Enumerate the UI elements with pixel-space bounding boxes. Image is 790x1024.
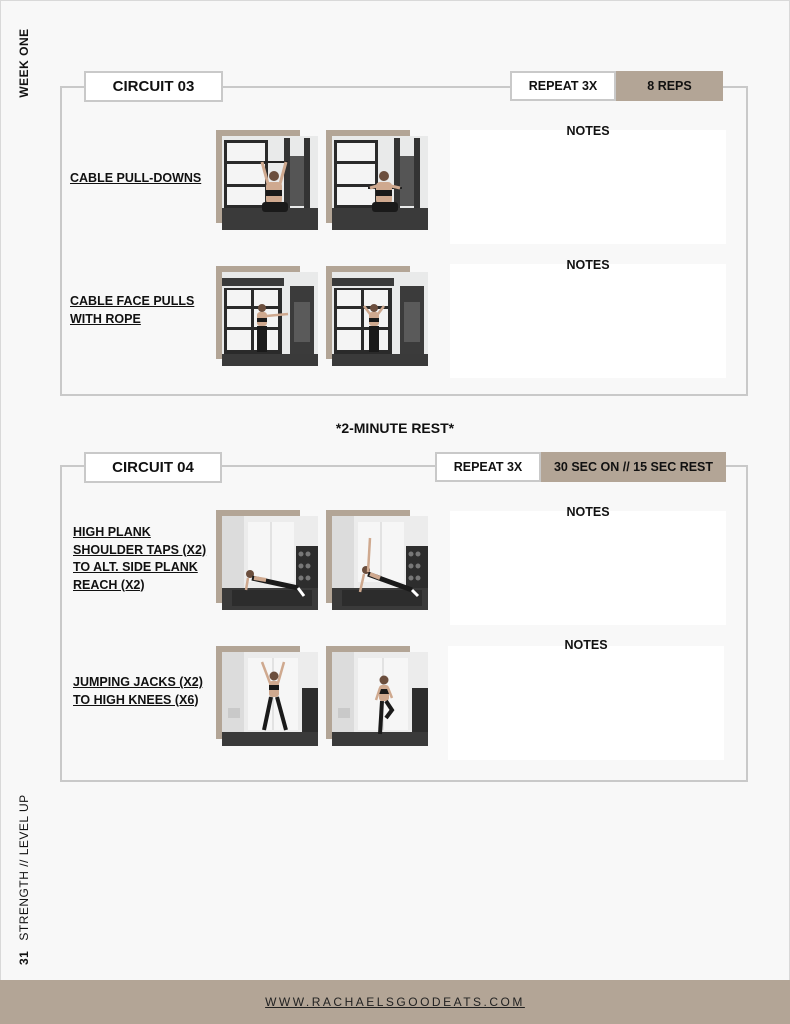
notes-box[interactable] bbox=[450, 264, 726, 378]
program-name: STRENGTH // LEVEL UP bbox=[17, 794, 31, 941]
circuit-03-reps: 8 REPS bbox=[616, 71, 723, 101]
notes-label: NOTES bbox=[566, 505, 610, 519]
circuit-04-title: CIRCUIT 04 bbox=[84, 452, 222, 483]
exercise-photo bbox=[216, 646, 318, 746]
exercise-cable-face-pulls[interactable]: CABLE FACE PULLS WITH ROPE bbox=[70, 294, 195, 326]
cable-pull-down-photo-2 bbox=[332, 136, 428, 230]
exercise-photo bbox=[326, 266, 428, 366]
exercise-photo bbox=[326, 130, 428, 230]
exercise-photo bbox=[326, 510, 428, 610]
notes-box[interactable] bbox=[450, 130, 726, 244]
exercise-photo bbox=[216, 130, 318, 230]
exercise-cable-pull-downs[interactable]: CABLE PULL-DOWNS bbox=[70, 171, 202, 185]
side-footer-text bbox=[17, 775, 31, 965]
week-label-text: WEEK ONE bbox=[17, 28, 31, 98]
rest-note: *2-MINUTE REST* bbox=[335, 420, 455, 436]
notes-label: NOTES bbox=[566, 258, 610, 272]
jumping-jacks-photo bbox=[222, 652, 318, 746]
circuit-03-title: CIRCUIT 03 bbox=[84, 71, 223, 102]
side-footer bbox=[12, 780, 36, 970]
website-link[interactable]: WWW.RACHAELSGOODEATS.COM bbox=[265, 995, 525, 1009]
footer-bar bbox=[0, 980, 790, 1024]
circuit-04-reps: 30 SEC ON // 15 SEC REST bbox=[541, 452, 726, 482]
circuit-03-repeat: REPEAT 3X bbox=[510, 71, 616, 101]
high-plank-photo-1 bbox=[222, 516, 318, 610]
exercise-photo bbox=[326, 646, 428, 746]
week-label bbox=[12, 28, 36, 108]
notes-box[interactable] bbox=[450, 511, 726, 625]
exercise-jumping-jacks[interactable]: JUMPING JACKS (X2) TO HIGH KNEES (X6) bbox=[73, 675, 203, 707]
notes-box[interactable] bbox=[448, 646, 724, 760]
exercise-photo bbox=[216, 510, 318, 610]
exercise-high-plank-shoulder-taps[interactable]: HIGH PLANK SHOULDER TAPS (X2) TO ALT. SIDE PLANK REACH (X2) bbox=[73, 525, 207, 592]
circuit-04-repeat: REPEAT 3X bbox=[435, 452, 541, 482]
cable-face-pull-photo-1 bbox=[222, 272, 318, 366]
cable-face-pull-photo-2 bbox=[332, 272, 428, 366]
notes-label: NOTES bbox=[564, 638, 608, 652]
notes-label: NOTES bbox=[566, 124, 610, 138]
high-knees-photo bbox=[332, 652, 428, 746]
exercise-photo bbox=[216, 266, 318, 366]
page-number: 31 bbox=[17, 950, 31, 965]
cable-pull-down-photo-1 bbox=[222, 136, 318, 230]
side-plank-reach-photo bbox=[332, 516, 428, 610]
